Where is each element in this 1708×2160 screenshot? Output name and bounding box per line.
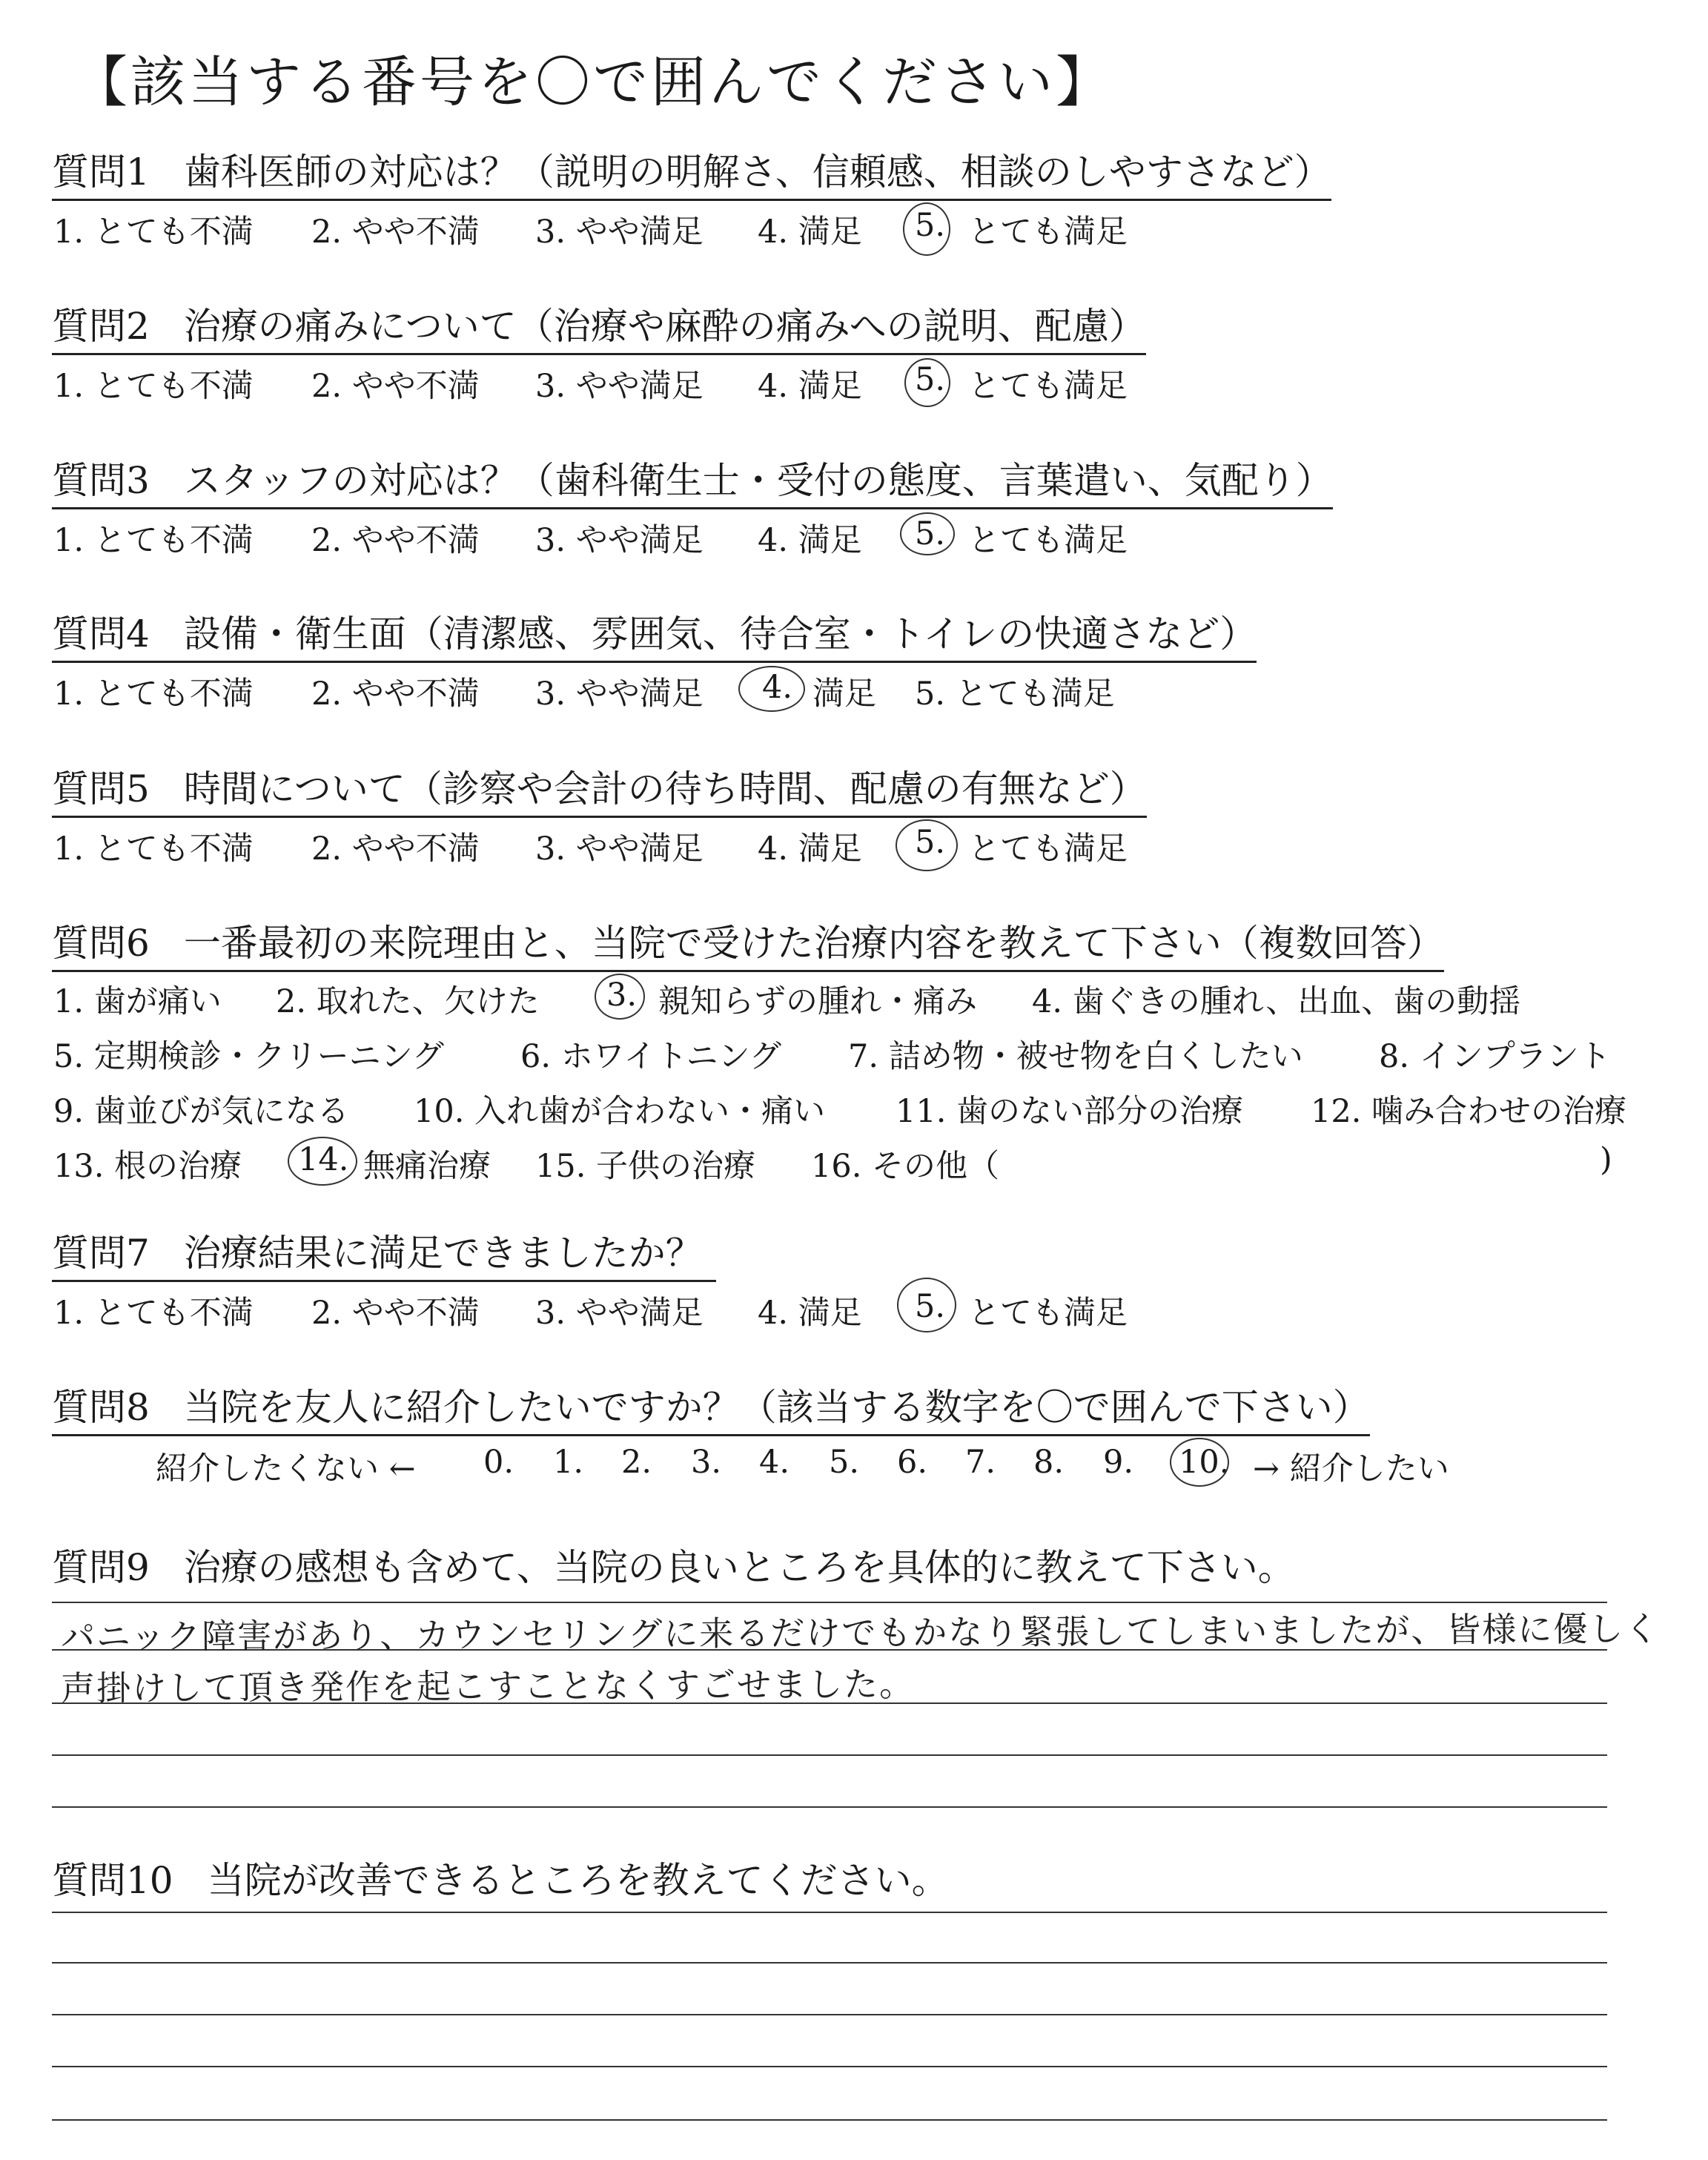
option-2[interactable]: 2. やや不満 [311,830,480,868]
option-5[interactable]: 5. [915,1288,946,1325]
option-4[interactable]: 4. 満足 [758,1295,862,1332]
question-text: 治療の痛みについて（治療や麻酔の痛みへの説明、配慮） [183,305,1146,348]
question-8-title [52,1378,1370,1436]
question-3-title [52,451,1333,509]
option-1[interactable]: 1. 歯が痛い [53,983,222,1020]
answer-line [52,2014,1607,2015]
option-4[interactable]: 4. 満足 [758,368,862,405]
option-3-label: 親知らずの腫れ・痛み [658,983,977,1020]
scale-1[interactable]: 1. [553,1444,584,1481]
question-9-title [52,1538,1295,1594]
question-text: 当院を友人に紹介したいですか？（該当する数字を〇で囲んで下さい） [183,1386,1370,1429]
question-7-options [52,1288,1678,1332]
question-6-options [52,977,1678,1196]
option-2[interactable]: 2. やや不満 [311,676,480,713]
question-number: 質問9 [52,1546,150,1589]
question-text: 当院が改善できるところを教えてください。 [207,1859,949,1902]
scale-4[interactable]: 4. [759,1444,790,1481]
question-1-title [52,142,1331,201]
scale-8[interactable]: 8. [1033,1444,1065,1481]
question-4 [52,604,1678,713]
question-text: 一番最初の来院理由と、当院で受けた治療内容を教えて下さい（複数回答） [183,922,1444,965]
option-12[interactable]: 12. 噛み合わせの治療 [1311,1093,1627,1130]
option-5-label: とても満足 [968,214,1128,251]
question-8 [52,1378,1678,1488]
option-4-label: 満足 [812,676,876,713]
question-7-title [52,1223,716,1282]
option-row [52,977,1678,1031]
option-11[interactable]: 11. 歯のない部分の治療 [896,1093,1244,1130]
question-number: 質問10 [52,1859,173,1902]
handwritten-answer-line-1: パニック障害があり、カウンセリングに来るだけでもかなり緊張してしまいましたが、皆様に優しく [60,1608,1661,1657]
selection-circle [904,358,950,407]
page-title: 【該当する番号を〇で囲んでください】 [73,50,1113,114]
option-row [52,1086,1678,1141]
answer-line [52,1912,1607,1913]
option-14-label: 無痛治療 [363,1148,491,1185]
question-6-title [52,914,1444,972]
answer-line [52,2066,1607,2067]
scale-5[interactable]: 5. [829,1444,860,1481]
option-1[interactable]: 1. とても不満 [53,1295,254,1332]
question-number: 質問3 [52,459,150,502]
option-1[interactable]: 1. とても不満 [53,830,254,868]
option-6[interactable]: 6. ホワイトニング [520,1038,781,1075]
question-number: 質問1 [52,151,150,194]
option-4[interactable]: 4. [762,669,793,706]
option-4[interactable]: 4. 満足 [758,830,862,868]
option-3[interactable]: 3. やや満足 [535,368,704,405]
question-5-options [52,824,1678,868]
question-2 [52,297,1678,406]
scale-right-label: → 紹介したい [1253,1450,1449,1487]
option-2[interactable]: 2. 取れた、欠けた [276,983,540,1020]
option-5-label: とても満足 [968,368,1128,405]
scale-6[interactable]: 6. [897,1444,928,1481]
option-3[interactable]: 3. やや満足 [535,830,704,868]
question-number: 質問6 [52,922,150,965]
option-2[interactable]: 2. やや不満 [311,368,480,405]
option-9[interactable]: 9. 歯並びが気になる [53,1093,349,1130]
option-5[interactable]: 5. 定期検診・クリーニング [53,1038,444,1075]
question-10 [52,1851,1678,1907]
option-5-label: とても満足 [968,830,1128,868]
option-3[interactable]: 3. やや満足 [535,676,704,713]
question-5-title [52,759,1147,818]
question-1 [52,142,1678,251]
question-text: 歯科医師の対応は？（説明の明解さ、信頼感、相談のしやすさなど） [183,151,1331,194]
scale-9[interactable]: 9. [1103,1444,1134,1481]
question-number: 質問5 [52,767,150,810]
handwritten-answer-line-2: 声掛けして頂き発作を起こすことなくすごせました。 [60,1663,916,1709]
scale-left-label: 紹介したくない ← [156,1450,416,1487]
option-3[interactable]: 3. やや満足 [535,1295,704,1332]
option-14[interactable]: 14. [298,1141,349,1178]
option-1[interactable]: 1. とても不満 [53,522,254,559]
question-text: 治療結果に満足できましたか？ [183,1232,703,1275]
option-3[interactable]: 3. やや満足 [535,214,704,251]
answer-line [52,2119,1607,2121]
scale-10[interactable]: 10. [1179,1444,1230,1481]
question-6 [52,914,1678,1196]
question-8-scale [52,1444,1678,1488]
option-4[interactable]: 4. 満足 [758,214,862,251]
option-13[interactable]: 13. 根の治療 [53,1148,242,1185]
option-16-close-paren: ) [1600,1141,1612,1178]
question-5 [52,759,1678,868]
question-number: 質問7 [52,1232,150,1275]
question-text: スタッフの対応は？（歯科衛生士・受付の態度、言葉遣い、気配り） [183,459,1333,502]
option-4[interactable]: 4. 満足 [758,522,862,559]
option-2[interactable]: 2. やや不満 [311,214,480,251]
option-row [52,1141,1678,1196]
question-text: 設備・衛生面（清潔感、雰囲気、待合室・トイレの快適さなど） [183,612,1257,655]
option-3[interactable]: 3. [606,977,638,1014]
scale-0[interactable]: 0. [483,1444,514,1481]
scale-3[interactable]: 3. [691,1444,722,1481]
option-1[interactable]: 1. とても不満 [53,214,254,251]
answer-line [52,1806,1607,1808]
question-2-options [52,361,1678,406]
selection-circle [903,202,950,256]
option-5[interactable]: 5. [915,515,946,552]
option-2[interactable]: 2. やや不満 [311,1295,480,1332]
question-3-options [52,515,1678,560]
option-5[interactable]: 5. [915,207,946,244]
scale-2[interactable]: 2. [621,1444,652,1481]
question-number: 質問8 [52,1386,150,1429]
option-16[interactable]: 16. その他（ [811,1148,1000,1185]
option-row [52,1031,1678,1086]
question-text: 治療の感想も含めて、当院の良いところを具体的に教えて下さい。 [183,1546,1295,1589]
option-15[interactable]: 15. 子供の治療 [535,1148,756,1185]
question-9 [52,1538,1678,1594]
question-2-title [52,297,1146,355]
question-number: 質問4 [52,612,150,655]
option-4[interactable]: 4. 歯ぐきの腫れ、出血、歯の動揺 [1032,983,1521,1020]
selection-circle [595,974,645,1020]
option-10[interactable]: 10. 入れ歯が合わない・痛い [414,1093,826,1130]
selection-circle [1170,1438,1229,1487]
option-3[interactable]: 3. やや満足 [535,522,704,559]
option-2[interactable]: 2. やや不満 [311,522,480,559]
option-5-label: とても満足 [968,522,1128,559]
question-1-options [52,207,1678,251]
option-7[interactable]: 7. 詰め物・被せ物を白くしたい [848,1038,1303,1075]
question-4-title [52,604,1257,663]
option-5[interactable]: 5. [915,361,946,398]
option-5-label: とても満足 [968,1295,1128,1332]
option-8[interactable]: 8. インプラント [1379,1038,1611,1075]
option-1[interactable]: 1. とても不満 [53,676,254,713]
question-7 [52,1223,1678,1332]
option-5[interactable]: 5. [915,824,946,861]
option-1[interactable]: 1. とても不満 [53,368,254,405]
answer-line [52,1754,1607,1756]
scale-7[interactable]: 7. [965,1444,996,1481]
selection-circle [897,1278,956,1332]
selection-circle [738,666,805,712]
question-number: 質問2 [52,305,150,348]
selection-circle [900,512,955,555]
answer-line [52,1962,1607,1964]
option-5[interactable]: 5. とても満足 [915,676,1115,713]
selection-circle [896,819,958,871]
question-10-title [52,1851,949,1907]
selection-circle [288,1137,357,1186]
question-text: 時間について（診察や会計の待ち時間、配慮の有無など） [183,767,1147,810]
question-3 [52,451,1678,560]
question-4-options [52,669,1678,713]
